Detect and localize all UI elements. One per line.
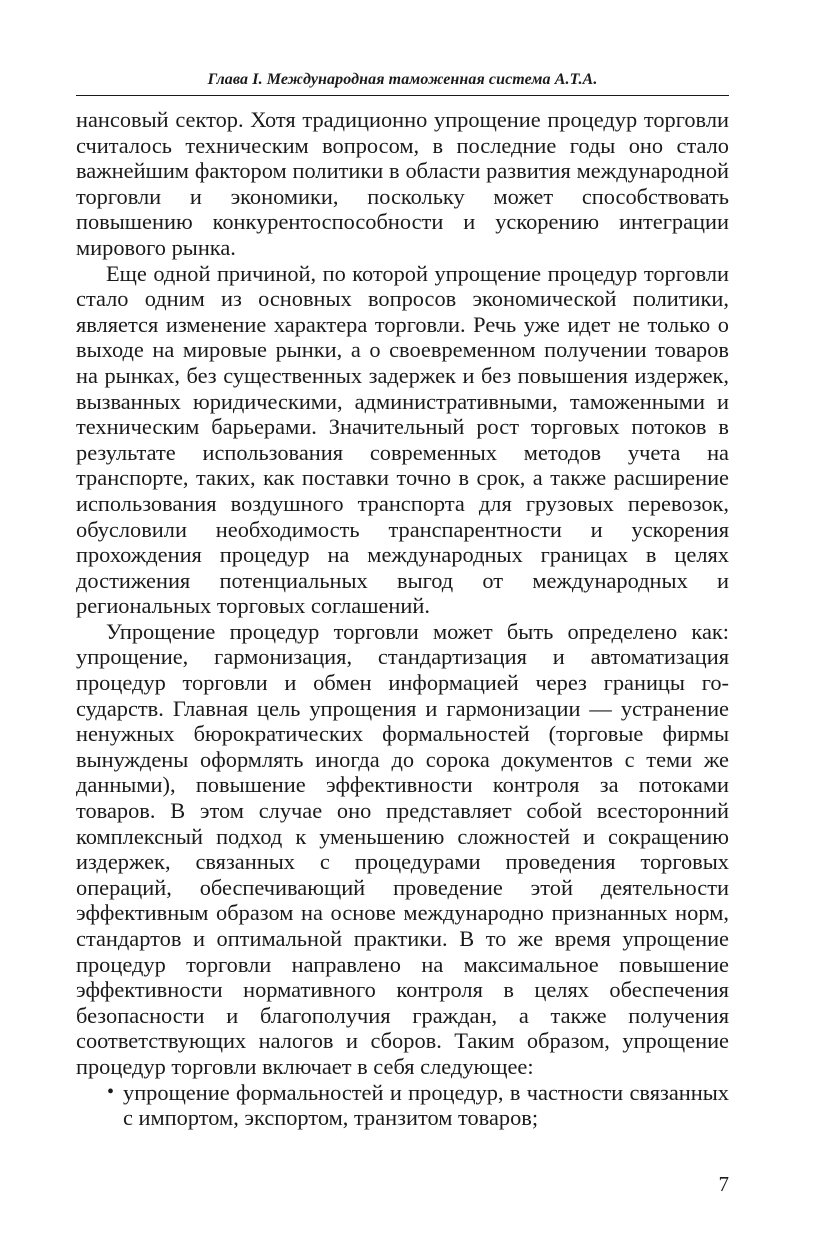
header-divider (76, 95, 729, 96)
bullet-item (76, 1080, 729, 1131)
bullet-item-text: упрощение формальностей и процедур, в частности связанных с импортом, экспортом, транзитом товаров; (123, 1079, 729, 1131)
bullet-list (76, 1080, 729, 1131)
paragraph-2: Еще одной причиной, по которой упрощение процедур торговли стало одним из основных вопросов экономической политики, является изменение характера торговли. Речь уже идет не только о выходе на мировые рынки, а о своевременном получении товаров на рынках, без существенных задержек и без повышения издержек, вызванных юридическими, административными, таможенными и техническим барьерами. Значительный рост торговых потоков в результате использования современных методов учета на транспорте, таких, как поставки точно в срок, а также расширение использования воздушного транспорта для грузовых перевозок, обусловили необходимость транспарентности и ускорения прохождения процедур на международных границах в целях достижения потенциальных выгод от международных и региональных торговых соглашений. (76, 260, 729, 619)
paragraph-1: нансовый сектор. Хотя традиционно упрощение процедур торговли считалось техническим вопросом, в последние годы оно стало важнейшим фактором политики в области развития международной торговли и экономики, поскольку может способствовать повышению конкурентоспособности и ускорению интеграции мирового рынка. (76, 107, 729, 260)
running-head: Глава I. Международная таможенная система А.Т.А. (207, 71, 598, 88)
body-text (76, 107, 729, 1131)
bullet-icon: • (107, 1080, 115, 1103)
paragraph-3: Упрощение процедур торговли может быть определено как: упрощение, гармонизация, стандартизация и автоматизация процедур торговли и обмен информацией через границы государств. Главная цель упрощения и гармонизации — устранение ненужных бюрократических формальностей (торговые фирмы вынуждены оформлять иногда до сорока документов с теми же данными), повышение эффективности контроля за потоками товаров. В этом случае оно представляет собой всесторонний комплексный подход к уменьшению сложностей и сокращению издержек, связанных с процедурами проведения торговых операций, обеспечивающий проведение этой деятельности эффективным образом на основе международно признанных норм, стандартов и оптимальной практики. В то же время упрощение процедур торговли направлено на максимальное повышение эффективности нормативного контроля в целях обеспечения безопасности и благополучия граждан, а также получения соответствующих налогов и сборов. Таким образом, упрощение процедур торговли включает в себя следующее: (76, 618, 729, 1079)
page-number: 7 (718, 1172, 729, 1196)
